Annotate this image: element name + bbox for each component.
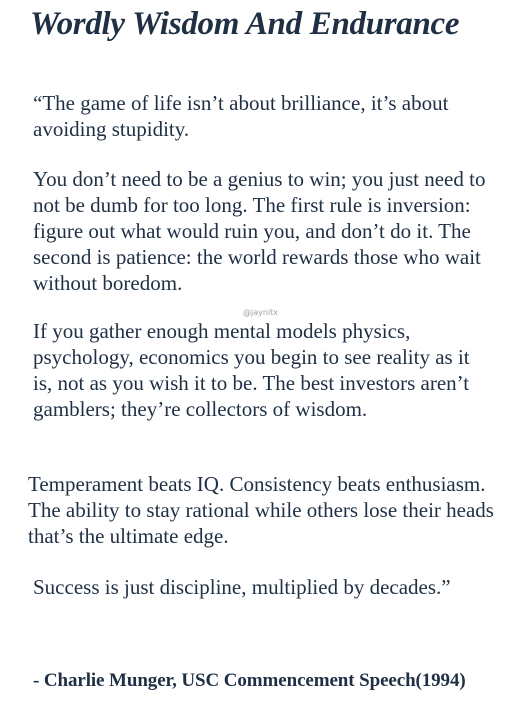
quote-paragraph-4: Temperament beats IQ. Consistency beats enthusiasm. The ability to stay rational while others lose their heads that’s the ultimate edge. bbox=[28, 472, 494, 548]
quote-paragraph-2: You don’t need to be a genius to win; you just need to not be dumb for too long. The first rule is inversion: figure out what would ruin you, and don’t do it. The second is patience: the world rewards those who wait without boredom. bbox=[33, 167, 486, 295]
watermark-handle: @jaynitx bbox=[243, 308, 279, 317]
quote-paragraph-1: “The game of life isn’t about brilliance, it’s about avoiding stupidity. bbox=[33, 91, 449, 141]
quote-attribution: - Charlie Munger, USC Commencement Speech(1994) bbox=[33, 670, 466, 691]
quote-paragraph-3: If you gather enough mental models physics, psychology, economics you begin to see reality as it is, not as you wish it to be. The best investors aren’t gamblers; they’re collectors of wisdom. bbox=[33, 319, 470, 421]
page-title: Wordly Wisdom And Endurance bbox=[30, 6, 460, 42]
quote-paragraph-5: Success is just discipline, multiplied by decades.” bbox=[33, 575, 451, 599]
